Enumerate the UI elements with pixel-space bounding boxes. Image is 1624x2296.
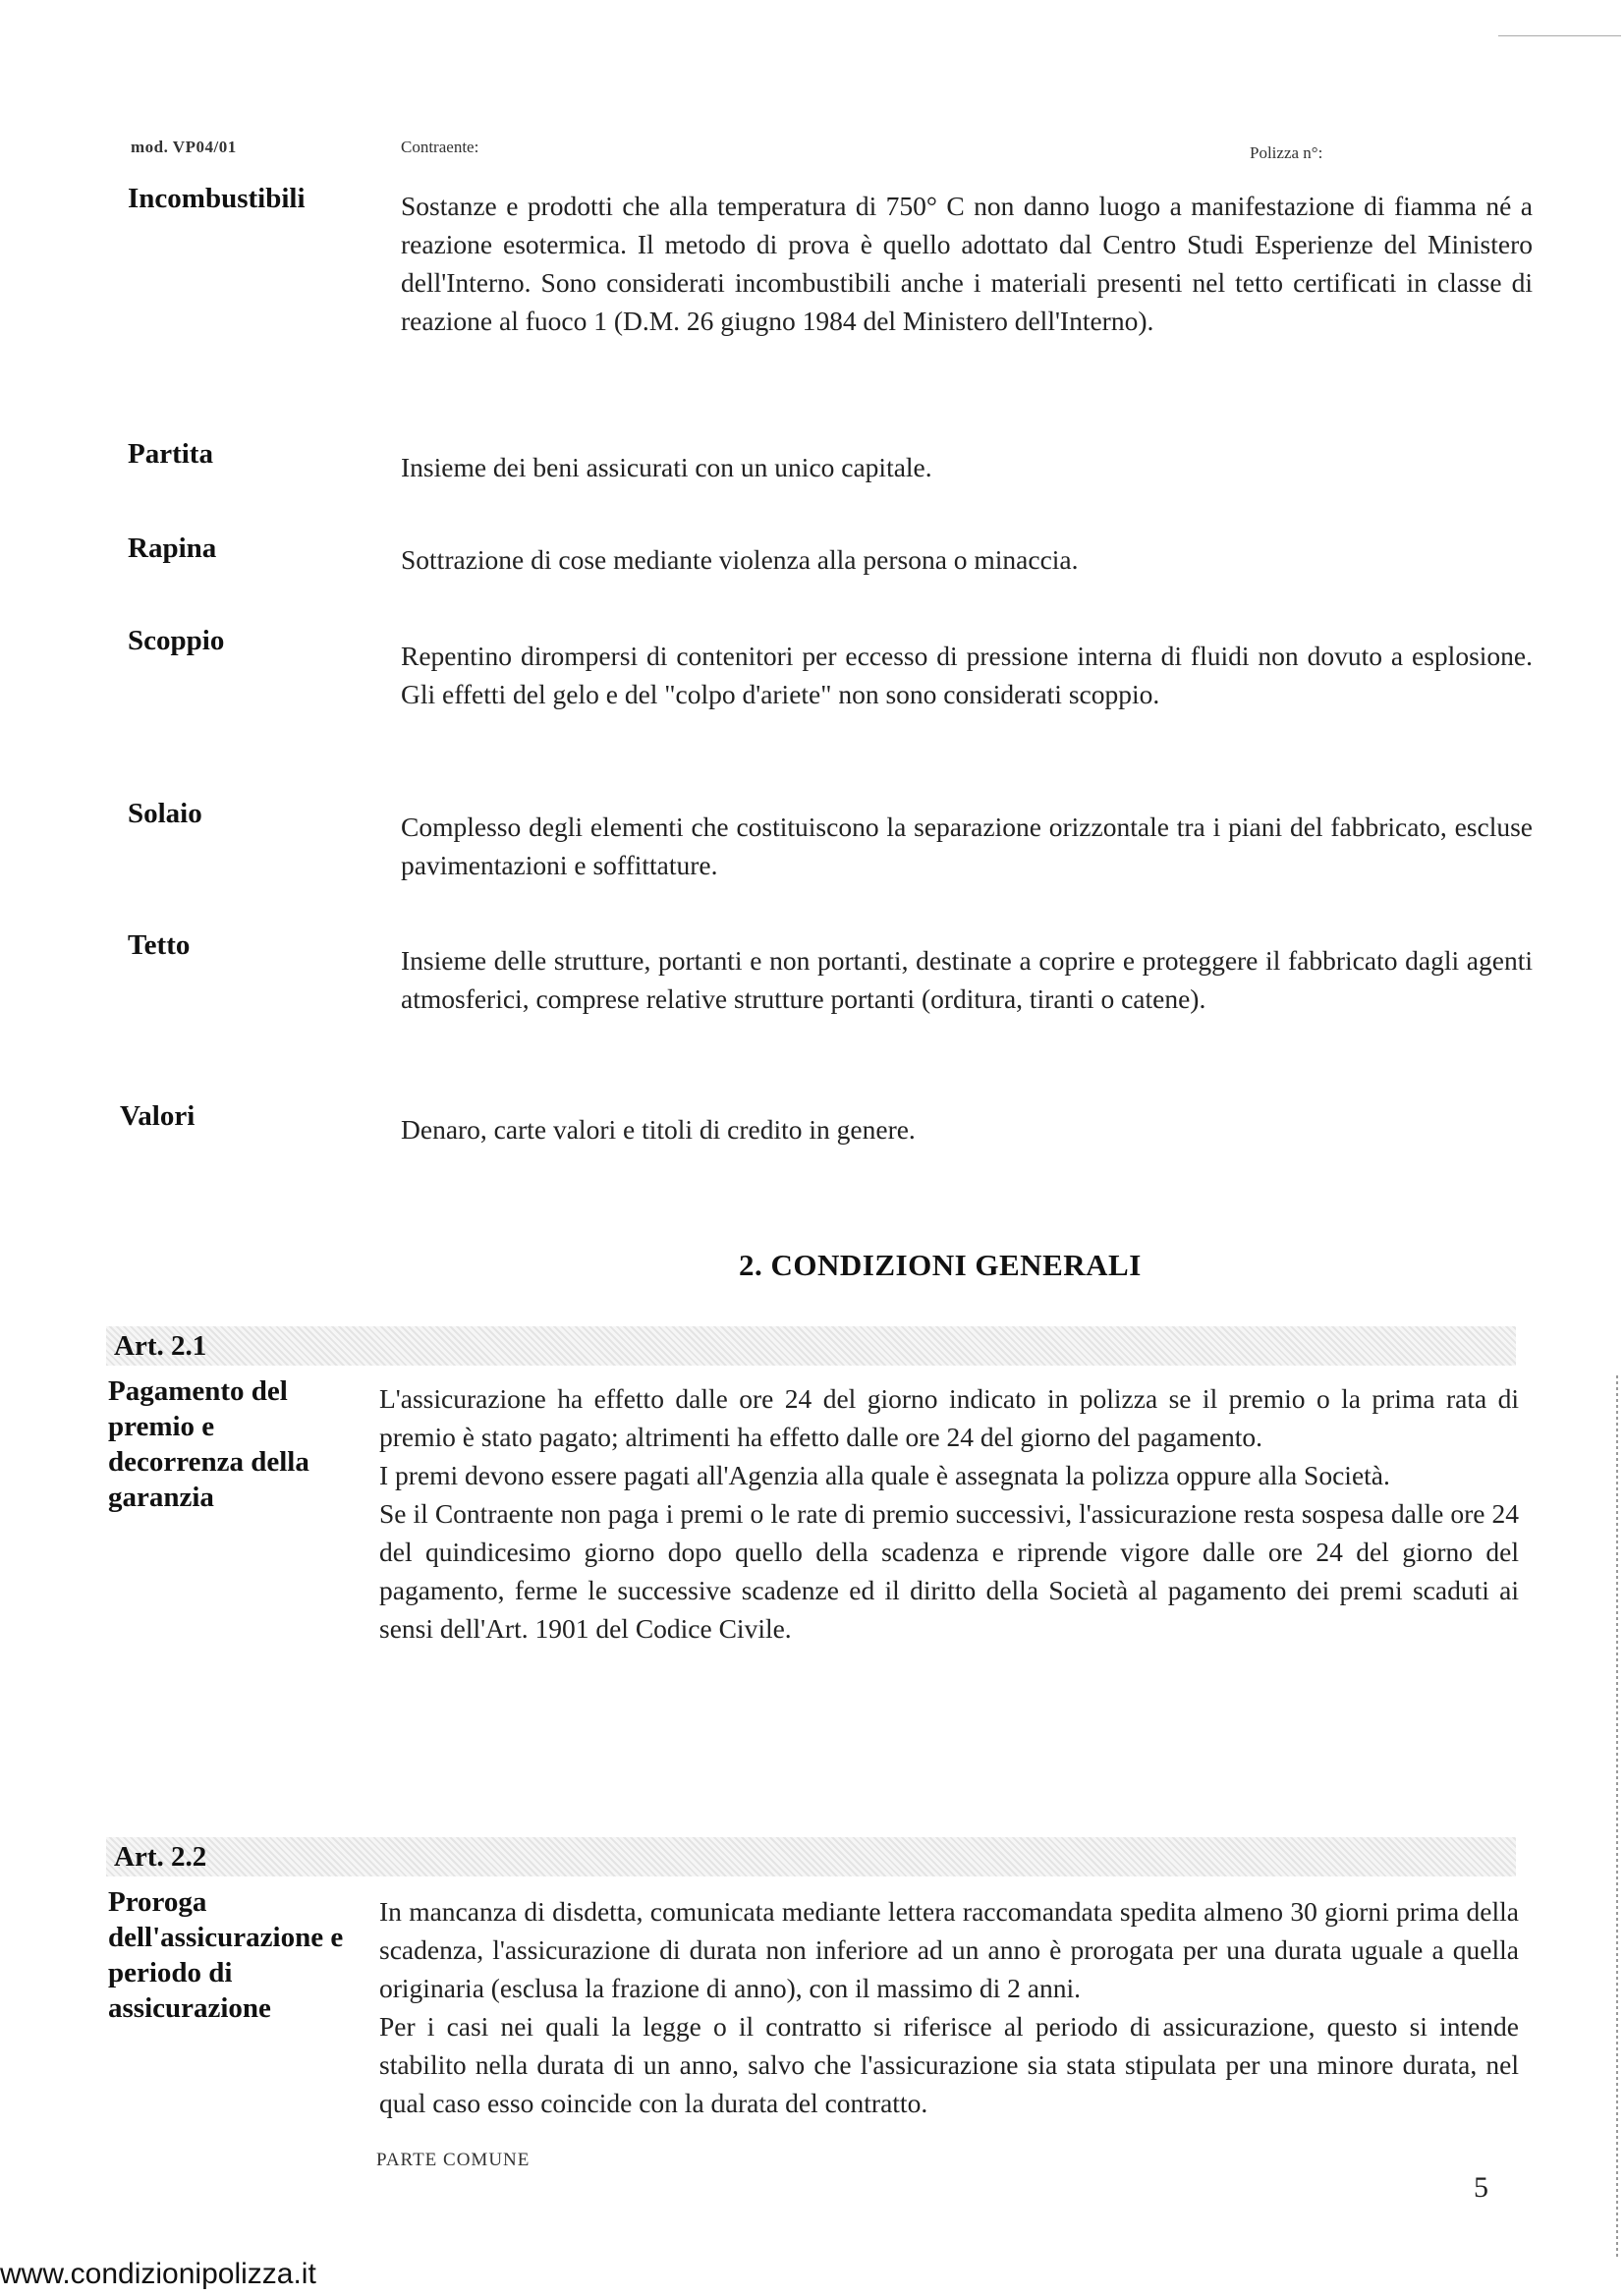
term-scoppio: Scoppio	[128, 625, 225, 656]
article-title-2-2: Proroga dell'assicurazione e periodo di assicurazione	[108, 1886, 344, 2024]
term-valori: Valori	[120, 1100, 196, 1132]
def-valori: Denaro, carte valori e titoli di credito in genere.	[401, 1114, 916, 1145]
paragraph: Per i casi nei quali la legge o il contratto si riferisce al periodo di assicurazione, questo si intende stabilito nella durata di un anno, salvo che l'assicurazione sia stata stipulata per una minore durata, nel qual caso esso coincide con la durata del contratto.	[379, 2011, 1519, 2118]
article-label: Art. 2.1	[114, 1330, 207, 1362]
term-tetto: Tetto	[128, 929, 191, 961]
footer-label: PARTE COMUNE	[376, 2150, 531, 2170]
paragraph: Se il Contraente non paga i premi o le rate di premio successivi, l'assicurazione resta sospesa dalle ore 24 del quindicesimo giorno dopo quello della scadenza e riprende vigore dalle ore 24 del giorno del pagamento, ferme le successive scadenze ed il diritto della Società al pagamento dei premi scaduti ai sensi dell'Art. 1901 del Codice Civile.	[379, 1498, 1519, 1644]
form-code: mod. VP04/01	[131, 138, 237, 156]
term-solaio: Solaio	[128, 798, 202, 829]
article-title-2-1: Pagamento del premio e decorrenza della garanzia	[108, 1375, 309, 1513]
term-partita: Partita	[128, 438, 213, 470]
section-title: 2. CONDIZIONI GENERALI	[739, 1248, 1142, 1282]
top-rule	[1498, 35, 1621, 36]
scan-edge	[1616, 1375, 1618, 2260]
contraente-label: Contraente:	[401, 138, 479, 156]
page-number: 5	[1474, 2171, 1488, 2204]
def-scoppio: Repentino dirompersi di contenitori per eccesso di pressione interna di fluidi non dovuto a esplosione. Gli effetti del gelo e del "colpo d'ariete" non sono considerati scoppio.	[401, 641, 1533, 709]
def-solaio: Complesso degli elementi che costituiscono la separazione orizzontale tra i piani del fabbricato, escluse pavimentazioni e soffittature.	[401, 812, 1533, 880]
paragraph: L'assicurazione ha effetto dalle ore 24 del giorno indicato in polizza se il premio o la prima rata di premio è stato pagato; altrimenti ha effetto dalle ore 24 del giorno del pagamento.	[379, 1383, 1519, 1452]
paragraph: In mancanza di disdetta, comunicata mediante lettera raccomandata spedita almeno 30 giorni prima della scadenza, l'assicurazione di durata non inferiore ad un anno è prorogata per una durata uguale a quella originaria (esclusa la frazione di anno), con il massimo di 2 anni.	[379, 1896, 1519, 2003]
article-band-2-1	[106, 1326, 1516, 1366]
site-url: www.condizionipolizza.it	[0, 2258, 316, 2290]
article-body-2-2	[379, 1892, 1519, 2122]
article-label: Art. 2.2	[114, 1841, 207, 1873]
term-incombustibili: Incombustibili	[128, 183, 306, 214]
polizza-label: Polizza n°:	[1250, 143, 1323, 162]
def-partita: Insieme dei beni assicurati con un unico capitale.	[401, 452, 932, 482]
paragraph: I premi devono essere pagati all'Agenzia alla quale è assegnata la polizza oppure alla Società.	[379, 1460, 1390, 1490]
def-tetto: Insieme delle strutture, portanti e non portanti, destinate a coprire e proteggere il fabbricato dagli agenti atmosferici, comprese relative strutture portanti (orditura, tiranti o catene).	[401, 945, 1533, 1014]
term-rapina: Rapina	[128, 532, 217, 564]
article-body-2-1	[379, 1379, 1519, 1648]
def-rapina: Sottrazione di cose mediante violenza alla persona o minaccia.	[401, 544, 1079, 575]
def-incombustibili: Sostanze e prodotti che alla temperatura di 750° C non danno luogo a manifestazione di fiamma né a reazione esotermica. Il metodo di prova è quello adottato dal Centro Studi Esperienze del Ministero dell'Interno. Sono considerati incombustibili anche i materiali presenti nel tetto certificati in classe di reazione al fuoco 1 (D.M. 26 giugno 1984 del Ministero dell'Interno).	[401, 191, 1533, 336]
article-band-2-2	[106, 1837, 1516, 1876]
